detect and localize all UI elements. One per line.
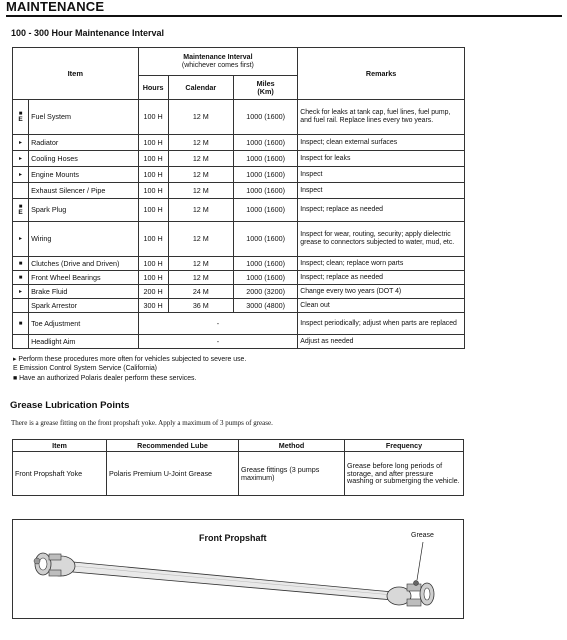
table-row [13,199,465,222]
table-row [13,299,465,313]
grease-item-cell: Front Propshaft Yoke [13,452,107,496]
col-header-remarks: Remarks [298,48,465,100]
remarks-cell: Inspect for leaks [298,151,465,167]
title-rule [6,15,562,17]
grease-callout-label: Grease [411,532,434,539]
service-symbol: ■ [13,271,29,285]
hours-cell: 200 H [138,285,168,299]
miles-cell: 1000 (1600) [233,167,297,183]
grease-frequency-cell: Grease before long periods of storage, and after pressure washing or submerging the vehicle. [345,452,464,496]
table-notes [13,355,246,383]
remarks-cell: Inspect for wear, routing, security; apply dielectric grease to connectors subjected to water, mud, etc. [298,222,465,257]
item-cell: Front Wheel Bearings [29,271,138,285]
item-cell: Radiator [29,135,138,151]
calendar-cell: 24 M [168,285,233,299]
service-symbol [13,183,29,199]
interval-label: Maintenance Interval [183,53,253,61]
hours-cell: 100 H [138,167,168,183]
item-cell: Wiring [29,222,138,257]
section-subtitle: 100 - 300 Hour Maintenance Interval [11,28,165,38]
service-symbol: ■ [13,313,29,335]
item-cell: Clutches (Drive and Driven) [29,257,138,271]
service-symbol: ▸ [13,135,29,151]
table-row [13,452,464,496]
miles-cell: 1000 (1600) [233,271,297,285]
remarks-cell: Change every two years (DOT 4) [298,285,465,299]
remarks-cell: Inspect; replace as needed [298,271,465,285]
col-header-item: Item [13,48,139,100]
item-cell: Headlight Aim [29,335,138,349]
remarks-cell: Inspect; clean; replace worn parts [298,257,465,271]
table-row [13,151,465,167]
grease-lube-cell: Polaris Premium U-Joint Grease [107,452,239,496]
calendar-cell: 12 M [168,222,233,257]
miles-unit: (Km) [257,86,274,96]
calendar-cell: 12 M [168,151,233,167]
page-header [6,0,562,17]
miles-label: Miles [256,78,275,88]
calendar-cell: 36 M [168,299,233,313]
item-cell: Brake Fluid [29,285,138,299]
table-row [13,313,465,335]
table-row [13,135,465,151]
hours-cell: 100 H [138,183,168,199]
table-row [13,100,465,135]
hours-cell: 100 H [138,271,168,285]
grease-col-frequency: Frequency [345,440,464,452]
remarks-cell: Inspect; clean external surfaces [298,135,465,151]
grease-section-title: Grease Lubrication Points [10,400,130,411]
calendar-cell: 12 M [168,183,233,199]
interval-span-cell: - [138,313,298,335]
table-row [13,222,465,257]
hours-cell: 100 H [138,100,168,135]
col-header-interval [138,48,298,76]
table-row [13,167,465,183]
col-header-calendar: Calendar [168,76,233,100]
remarks-cell: Inspect; replace as needed [298,199,465,222]
hours-cell: 100 H [138,257,168,271]
miles-cell: 1000 (1600) [233,222,297,257]
figure-title: Front Propshaft [199,533,267,543]
calendar-cell: 12 M [168,271,233,285]
calendar-cell: 12 M [168,100,233,135]
remarks-cell: Inspect periodically; adjust when parts are replaced [298,313,465,335]
miles-cell: 1000 (1600) [233,199,297,222]
grease-method-cell: Grease fittings (3 pumps maximum) [239,452,345,496]
col-header-hours: Hours [138,76,168,100]
col-header-miles [233,76,297,100]
remarks-cell: Check for leaks at tank cap, fuel lines, fuel pump, and fuel rail. Replace lines every two years. [298,100,465,135]
service-symbol [13,335,29,349]
maintenance-table [12,47,465,349]
service-symbol: ▸ [13,222,29,257]
grease-fitting-icon [414,581,419,586]
grease-table [12,439,464,496]
service-symbol: ■ E [13,199,29,222]
item-cell: Cooling Hoses [29,151,138,167]
table-row [13,257,465,271]
interval-sublabel: (whichever comes first) [181,61,254,69]
item-cell: Exhaust Silencer / Pipe [29,183,138,199]
service-symbol: ■ E [13,100,29,135]
calendar-cell: 12 M [168,135,233,151]
grease-col-item: Item [13,440,107,452]
note-emission: E Emission Control System Service (California) [13,365,157,373]
service-symbol: ▸ [13,167,29,183]
table-row [13,183,465,199]
remarks-cell: Inspect [298,183,465,199]
item-cell: Fuel System [29,100,138,135]
grease-intro: There is a grease fitting on the front propshaft yoke. Apply a maximum of 3 pumps of grease. [11,419,273,427]
page-title: MAINTENANCE [6,0,105,14]
table-row [13,271,465,285]
miles-cell: 3000 (4800) [233,299,297,313]
hours-cell: 100 H [138,135,168,151]
note-dealer: ■ Have an authorized Polaris dealer perform these services. [13,374,197,382]
calendar-cell: 12 M [168,199,233,222]
miles-cell: 1000 (1600) [233,257,297,271]
miles-cell: 2000 (3200) [233,285,297,299]
table-row [13,285,465,299]
miles-cell: 1000 (1600) [233,135,297,151]
service-symbol: ▸ [13,151,29,167]
interval-span-cell: - [138,335,298,349]
hours-cell: 300 H [138,299,168,313]
right-yoke [387,583,434,606]
grease-col-method: Method [239,440,345,452]
grease-col-lube: Recommended Lube [107,440,239,452]
remarks-cell: Clean out [298,299,465,313]
hours-cell: 100 H [138,199,168,222]
miles-cell: 1000 (1600) [233,151,297,167]
miles-cell: 1000 (1600) [233,183,297,199]
table-row [13,335,465,349]
calendar-cell: 12 M [168,167,233,183]
miles-cell: 1000 (1600) [233,100,297,135]
left-yoke [34,553,75,576]
item-cell: Spark Arrestor [29,299,138,313]
item-cell: Engine Mounts [29,167,138,183]
service-symbol: ■ [13,257,29,271]
item-cell: Spark Plug [29,199,138,222]
propshaft-figure [12,519,464,619]
remarks-cell: Inspect [298,167,465,183]
propshaft-illustration [13,520,465,620]
hours-cell: 100 H [138,222,168,257]
item-cell: Toe Adjustment [29,313,138,335]
remarks-cell: Adjust as needed [298,335,465,349]
service-symbol [13,299,29,313]
service-symbol: ▸ [13,285,29,299]
note-severe-use: ▸ Perform these procedures more often for vehicles subjected to severe use. [13,356,247,363]
calendar-cell: 12 M [168,257,233,271]
hours-cell: 100 H [138,151,168,167]
callout-leader-line [417,542,423,580]
